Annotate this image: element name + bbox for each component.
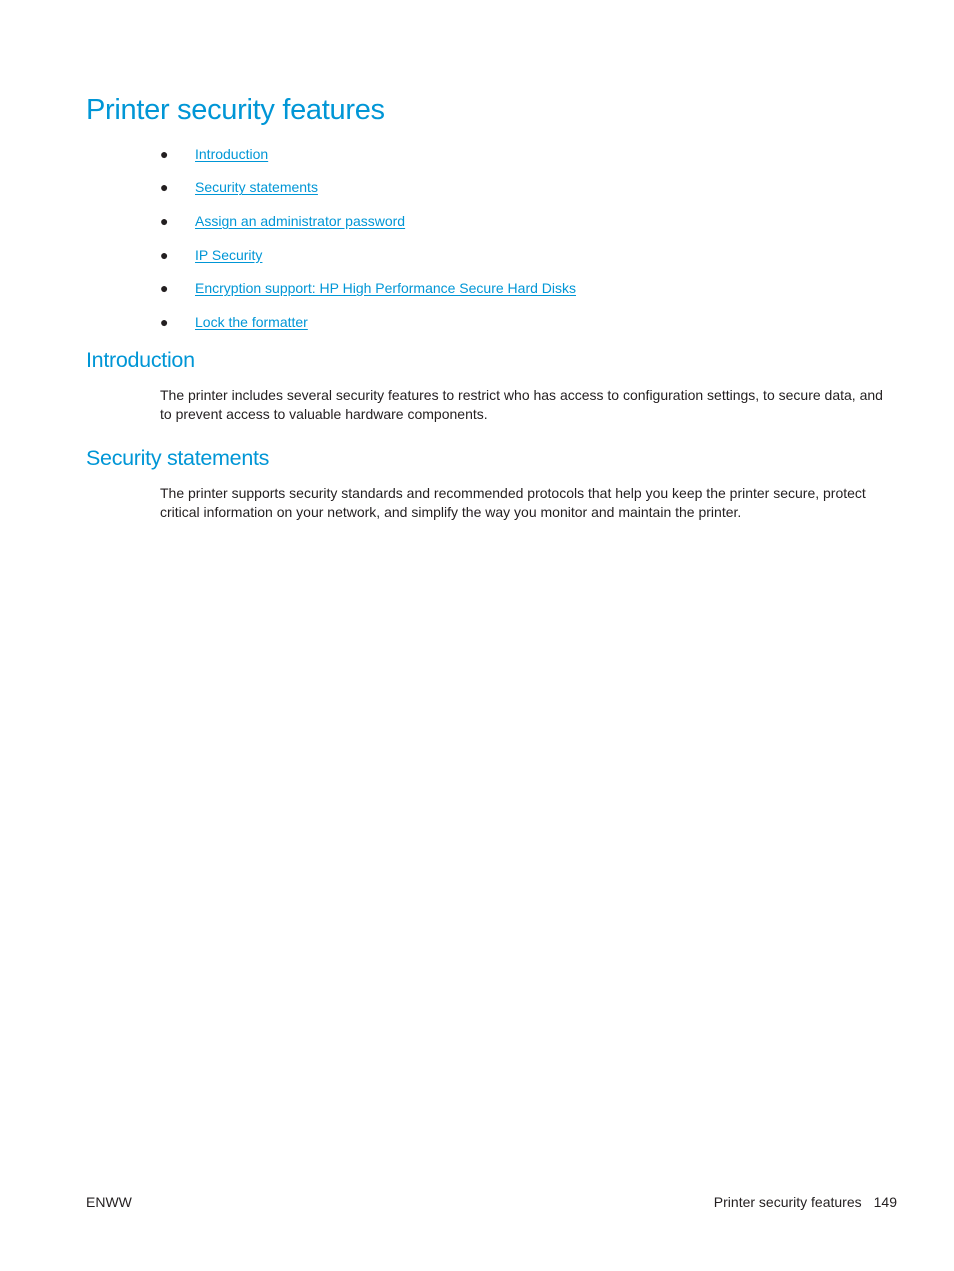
toc-link-encryption-support[interactable]: Encryption support: HP High Performance Secure Hard Disks bbox=[195, 280, 577, 297]
list-item bbox=[160, 204, 576, 238]
bullet-icon: ● bbox=[160, 246, 169, 263]
toc-link-introduction[interactable]: Introduction bbox=[195, 145, 269, 162]
list-item bbox=[160, 271, 576, 305]
toc-link-security-statements[interactable]: Security statements bbox=[195, 179, 318, 196]
list-item bbox=[160, 238, 576, 272]
bullet-icon: ● bbox=[160, 179, 169, 196]
bullet-icon: ● bbox=[160, 313, 169, 330]
table-of-contents bbox=[160, 137, 576, 339]
page-title: Printer security features bbox=[86, 94, 385, 126]
bullet-icon: ● bbox=[160, 280, 169, 297]
footer-locale: ENWW bbox=[86, 1194, 132, 1210]
bullet-icon: ● bbox=[160, 212, 169, 229]
list-item bbox=[160, 171, 576, 205]
bullet-icon: ● bbox=[160, 145, 169, 162]
list-item bbox=[160, 137, 576, 171]
section-body-security-statements: The printer supports security standards and recommended protocols that help you keep the printer secure, protect critical information on your network, and simplify the way you monitor and maintain the printer. bbox=[160, 485, 866, 520]
footer-chapter-title: Printer security features bbox=[713, 1194, 862, 1210]
footer-page-info bbox=[714, 1193, 897, 1212]
section-body-introduction: The printer includes several security features to restrict who has access to configuration settings, to secure data, and to prevent access to valuable hardware components. bbox=[160, 387, 883, 422]
toc-link-lock-formatter[interactable]: Lock the formatter bbox=[195, 313, 308, 330]
section-heading-security-statements: Security statements bbox=[86, 446, 270, 470]
list-item bbox=[160, 305, 576, 339]
toc-link-ip-security[interactable]: IP Security bbox=[195, 246, 263, 263]
section-heading-introduction: Introduction bbox=[86, 348, 195, 372]
page-number: 149 bbox=[873, 1194, 897, 1210]
toc-link-admin-password[interactable]: Assign an administrator password bbox=[195, 212, 406, 229]
